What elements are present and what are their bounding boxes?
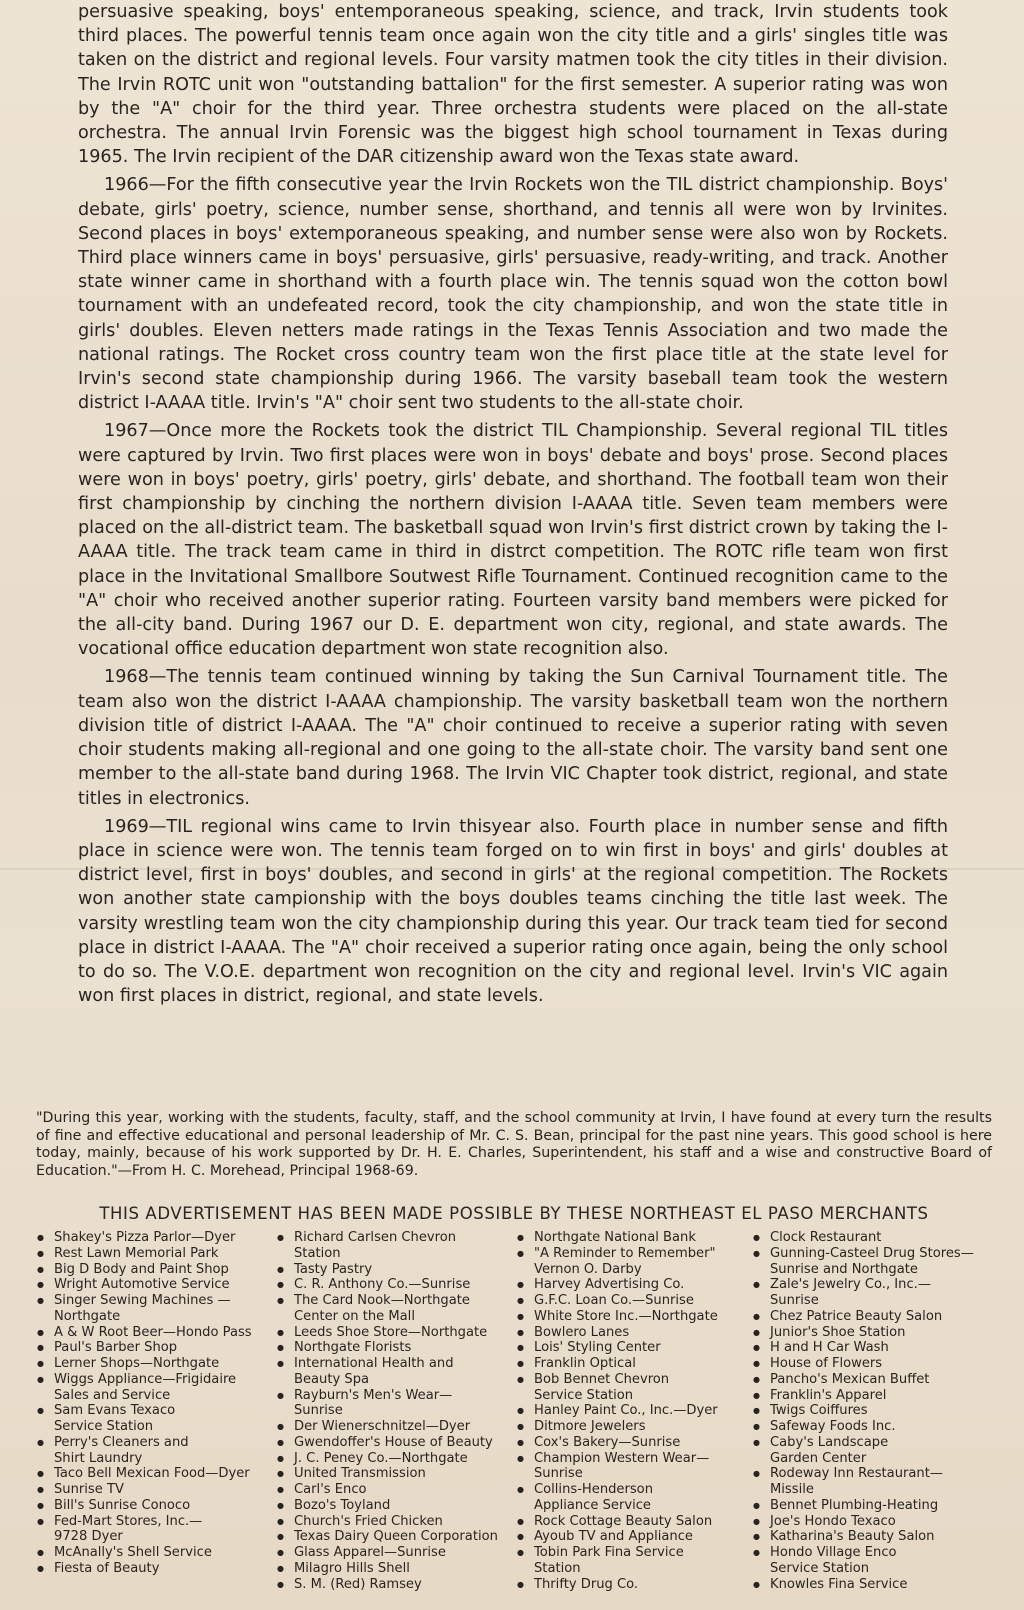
merchant-line: Sunrise [294, 1403, 343, 1419]
merchant-line: ● Big D Body and Paint Shop [54, 1261, 229, 1277]
merchant-item [516, 1514, 754, 1530]
merchant-line: ● Franklin's Apparel [770, 1387, 887, 1403]
merchant-line: ● Rayburn's Men's Wear— [294, 1387, 453, 1403]
merchant-item [36, 1262, 274, 1278]
merchant-line: Appliance Service [534, 1497, 651, 1513]
paragraph-1968: 1968—The tennis team continued winning by taking the Sun Carnival Tournament title. The team also won the district I-AAAA championship. The varsity basketball team won the northern division title of district I-AAAA. The "A" choir continued to receive a superior rating with seven choir students making all-regional and one going to the all-state choir. The varsity band sent one member to the all-state band during 1968. The Irvin VIC Chapter took district, regional, and state titles in electronics. [78, 667, 948, 809]
merchant-line: ● Ditmore Jewelers [534, 1419, 646, 1434]
paragraph-1969: 1969—TIL regional wins came to Irvin thisyear also. Fourth place in number sense and fifth place in science were won. The tennis team forged on to win first in boys' and girls' doubles at district level, first in boys' doubles, and second in girls' at the regional competition. The Rockets won another state campionship with the boys doubles teams cinching the title last week. The varsity wrestling team won the city championship during this year. Our track team tied for second place in district I-AAAA. The "A" choir received a superior rating once again, being the only school to do so. The V.O.E. department won recognition on the city and regional level. Irvin's VIC again won first places in district, regional, and state levels. [78, 816, 948, 1007]
merchant-item [516, 1356, 754, 1372]
merchant-line: ● Champion Western Wear— [534, 1450, 710, 1466]
merchant-item [36, 1325, 274, 1341]
merchant-line: Northgate [54, 1308, 121, 1324]
merchant-line: ● Lerner Shops—Northgate [54, 1356, 220, 1371]
merchant-item [516, 1403, 754, 1419]
merchant-item [516, 1340, 754, 1356]
merchant-line: ● Bennet Plumbing-Heating [770, 1497, 939, 1513]
merchant-item [276, 1482, 514, 1498]
merchants-column-3 [516, 1230, 754, 1592]
merchant-line: Service Station [770, 1560, 870, 1576]
merchant-item [752, 1325, 990, 1341]
merchant-item [36, 1356, 274, 1372]
merchant-line: ● Gunning-Casteel Drug Stores— [770, 1245, 974, 1261]
merchant-item [516, 1309, 754, 1325]
merchant-item [516, 1435, 754, 1451]
merchant-line: ● G.F.C. Loan Co.—Sunrise [534, 1293, 694, 1308]
merchant-item [752, 1388, 990, 1404]
merchant-line: ● Katharina's Beauty Salon [770, 1529, 935, 1545]
merchant-item [752, 1435, 990, 1467]
merchant-line: ● S. M. (Red) Ramsey [294, 1576, 422, 1592]
merchant-item [36, 1435, 274, 1467]
merchant-item [276, 1466, 514, 1482]
merchants-heading: THIS ADVERTISEMENT HAS BEEN MADE POSSIBLE BY THESE NORTHEAST EL PASO MERCHANTS [99, 1204, 929, 1223]
merchant-item [752, 1230, 990, 1246]
merchant-item [36, 1246, 274, 1262]
merchant-item [752, 1356, 990, 1372]
merchant-line: Sunrise [770, 1293, 819, 1308]
merchant-line: ● McAnally's Shell Service [54, 1545, 212, 1560]
merchant-line: ● Der Wienerschnitzel—Dyer [294, 1419, 471, 1434]
merchant-item [276, 1262, 514, 1278]
merchant-line: ● Clock Restaurant [770, 1230, 882, 1245]
merchant-item [276, 1561, 514, 1577]
merchant-item [36, 1482, 274, 1498]
merchant-item [516, 1230, 754, 1246]
merchant-line: Sunrise [534, 1466, 583, 1482]
merchant-line: ● Knowles Fina Service [770, 1576, 908, 1592]
paragraph-1966: 1966—For the fifth consecutive year the Irvin Rockets won the TIL district championship. Boys' debate, girls' poetry, science, number sense, shorthand, and tennis all were won by Irvinites. Second places in boys' extemporaneous speaking, and number sense were also won by Rockets. Third place winners came in boys' persuasive, girls' persuasive, ready-writing, and track. Another state winner came in shorthand with a fourth place win. The tennis squad won the cotton bowl tournament with an undefeated record, took the city championship, and won the state title in girls' doubles. Eleven netters made ratings in the Texas Tennis Association and two made the national ratings. The Rocket cross country team won the first place title at the state level for Irvin's second state championship during 1966. The varsity baseball team took the western district I-AAAA title. Irvin's "A" choir sent two students to the all-state choir. [78, 175, 948, 414]
merchant-item [36, 1466, 274, 1482]
merchant-line: ● Texas Dairy Queen Corporation [294, 1529, 498, 1545]
merchant-line: ● Richard Carlsen Chevron [294, 1230, 457, 1245]
merchant-line: ● Bowlero Lanes [534, 1324, 630, 1340]
merchant-item [36, 1372, 274, 1404]
merchant-item [516, 1277, 754, 1293]
merchant-line: ● Safeway Foods Inc. [770, 1419, 896, 1434]
merchant-line: ● The Card Nook—Northgate [294, 1293, 470, 1308]
merchant-item [752, 1577, 990, 1593]
merchants-column-2 [276, 1230, 514, 1592]
merchant-line: ● Perry's Cleaners and [54, 1434, 189, 1450]
merchant-item [752, 1340, 990, 1356]
merchant-line: ● Gwendoffer's House of Beauty [294, 1434, 493, 1450]
merchant-item [752, 1545, 990, 1577]
merchant-line: ● Rodeway Inn Restaurant— [770, 1466, 943, 1482]
merchant-item [276, 1435, 514, 1451]
merchant-line: Shirt Laundry [54, 1450, 143, 1466]
merchant-item [276, 1356, 514, 1388]
merchant-item [516, 1529, 754, 1545]
merchant-item [516, 1419, 754, 1435]
merchants-column-1 [36, 1230, 274, 1577]
merchant-line: ● Ayoub TV and Appliance [534, 1529, 693, 1545]
merchant-line: ● C. R. Anthony Co.—Sunrise [294, 1277, 471, 1293]
merchant-item [276, 1545, 514, 1561]
merchant-line: Beauty Spa [294, 1371, 370, 1387]
merchant-line: ● Pancho's Mexican Buffet [770, 1371, 930, 1387]
merchant-line: Vernon O. Darby [534, 1261, 642, 1277]
merchant-line: Station [534, 1560, 581, 1576]
merchant-line: ● Rock Cottage Beauty Salon [534, 1513, 713, 1529]
merchant-item [276, 1419, 514, 1435]
merchant-line: Station [294, 1245, 341, 1261]
merchant-item [276, 1388, 514, 1420]
merchant-line: ● United Transmission [294, 1466, 426, 1482]
merchant-line: ● Tobin Park Fina Service [534, 1545, 684, 1560]
merchant-line: Garden Center [770, 1450, 867, 1466]
merchant-line: ● Church's Fried Chicken [294, 1513, 443, 1529]
merchant-line: ● Twigs Coiffures [770, 1403, 868, 1419]
merchant-line: Missile [770, 1482, 814, 1497]
merchant-item [752, 1372, 990, 1388]
merchant-item [752, 1246, 990, 1278]
merchant-item [516, 1545, 754, 1577]
merchant-line: ● Tasty Pastry [294, 1261, 373, 1277]
merchant-line: ● Wiggs Appliance—Frigidaire [54, 1371, 237, 1387]
merchant-line: ● Leeds Shoe Store—Northgate [294, 1324, 488, 1340]
merchant-line: ● Wright Automotive Service [54, 1277, 230, 1293]
merchant-line: ● Glass Apparel—Sunrise [294, 1545, 446, 1560]
merchant-item [36, 1561, 274, 1577]
merchant-line: ● Singer Sewing Machines — [54, 1293, 231, 1308]
merchant-item [36, 1277, 274, 1293]
merchant-item [516, 1372, 754, 1404]
paragraph-1965: persuasive speaking, boys' entemporaneous speaking, science, and track, Irvin students took third places. The powerful tennis team once again won the city title and a girls' singles title was taken on the district and regional levels. Four varsity matmen took the city titles in their division. The Irvin ROTC unit won "outstanding battalion" for the first semester. A superior rating was won by the "A" choir for the third year. Three orchestra students were placed on the all-state orchestra. The annual Irvin Forensic was the biggest high school tournament in Texas during 1965. The Irvin recipient of the DAR citizenship award won the Texas state award. [78, 2, 948, 168]
merchant-line: ● Bob Bennet Chevron [534, 1371, 670, 1387]
merchant-line: ● Milagro Hills Shell [294, 1560, 410, 1576]
merchant-item [752, 1514, 990, 1530]
merchant-line: ● Thrifty Drug Co. [534, 1576, 639, 1592]
merchant-item [516, 1246, 754, 1278]
merchant-item [36, 1545, 274, 1561]
merchant-line: ● Rest Lawn Memorial Park [54, 1245, 219, 1261]
merchant-line: ● Sunrise TV [54, 1482, 124, 1497]
merchant-line: Sales and Service [54, 1387, 171, 1403]
merchant-item [752, 1277, 990, 1309]
merchant-item [276, 1340, 514, 1356]
merchant-line: ● Junior's Shoe Station [770, 1324, 906, 1340]
merchants-list [36, 1230, 1006, 1606]
merchant-line: ● Harvey Advertising Co. [534, 1277, 685, 1293]
merchant-item [516, 1325, 754, 1341]
merchant-line: ● Franklin Optical [534, 1356, 636, 1371]
merchant-line: ● International Health and [294, 1356, 454, 1371]
merchant-line: ● Shakey's Pizza Parlor—Dyer [54, 1230, 236, 1245]
merchant-item [516, 1577, 754, 1593]
merchant-line: ● Cox's Bakery—Sunrise [534, 1434, 681, 1450]
merchant-item [36, 1514, 274, 1546]
merchant-item [36, 1403, 274, 1435]
merchant-line: ● Zale's Jewelry Co., Inc.— [770, 1277, 931, 1293]
merchant-item [36, 1340, 274, 1356]
merchant-line: Service Station [54, 1419, 154, 1434]
merchant-line: ● A & W Root Beer—Hondo Pass [54, 1324, 252, 1340]
merchant-line: Service Station [534, 1387, 634, 1403]
merchant-line: ● White Store Inc.—Northgate [534, 1308, 718, 1324]
merchant-item [276, 1498, 514, 1514]
principal-quote: "During this year, working with the students, faculty, staff, and the school community at Irvin, I have found at every turn the results of fine and effective educational and personal leadership of Mr. C. S. Bean, principal for the past nine years. This good school is here today, mainly, because of his work supported by Dr. H. E. Charles, Superintendent, his staff and a wise and constructive Board of Education."—From H. C. Morehead, Principal 1968-69. [36, 1110, 992, 1179]
merchant-line: ● Hondo Village Enco [770, 1545, 897, 1560]
merchant-item [516, 1451, 754, 1483]
merchant-item [752, 1498, 990, 1514]
merchant-item [516, 1293, 754, 1309]
merchant-line: ● Northgate Florists [294, 1340, 412, 1356]
merchant-line: ● Joe's Hondo Texaco [770, 1513, 896, 1529]
merchant-line: ● Fiesta of Beauty [54, 1560, 160, 1576]
merchant-item [276, 1325, 514, 1341]
merchant-line: Center on the Mall [294, 1308, 415, 1324]
merchant-line: ● H and H Car Wash [770, 1340, 889, 1356]
merchant-item [276, 1577, 514, 1593]
merchant-item [36, 1498, 274, 1514]
merchant-line: ● Chez Patrice Beauty Salon [770, 1308, 943, 1324]
merchant-item [752, 1419, 990, 1435]
merchant-line: Sunrise and Northgate [770, 1261, 918, 1277]
merchant-item [752, 1403, 990, 1419]
merchant-line: ● Paul's Barber Shop [54, 1340, 178, 1356]
merchant-line: 9728 Dyer [54, 1529, 123, 1545]
merchant-line: ● "A Reminder to Remember" [534, 1245, 716, 1261]
merchant-item [276, 1277, 514, 1293]
merchant-line: ● J. C. Peney Co.—Northgate [294, 1450, 468, 1466]
merchant-line: ● Northgate National Bank [534, 1230, 696, 1245]
merchant-item [752, 1466, 990, 1498]
merchants-column-4 [752, 1230, 990, 1592]
merchant-item [276, 1514, 514, 1530]
merchant-line: ● Bozo's Toyland [294, 1497, 391, 1513]
merchant-item [752, 1309, 990, 1325]
merchant-line: ● Caby's Landscape [770, 1434, 889, 1450]
merchant-item [36, 1230, 274, 1246]
paragraph-1967: 1967—Once more the Rockets took the district TIL Championship. Several regional TIL titles were captured by Irvin. Two first places were won in boys' debate and boys' prose. Second places were won in boys' poetry, girls' poetry, girls' debate, and shorthand. The football team won their first championship by cinching the northern division I-AAAA title. Seven team members were placed on the all-district team. The basketball squad won Irvin's first district crown by taking the I-AAAA title. The track team came in third in distrct competition. The ROTC rifle team won first place in the Invitational Smallbore Soutwest Rifle Tournament. Continued recognition came to the "A" choir who received another superior rating. Fourteen varsity band members were picked for the all-city band. During 1967 our D. E. department won city, regional, and state awards. The vocational office education department won state recognition also. [78, 421, 948, 660]
merchant-item [276, 1230, 514, 1262]
article-body [78, 0, 948, 1008]
merchant-line: ● Carl's Enco [294, 1482, 367, 1497]
merchant-line: ● Bill's Sunrise Conoco [54, 1497, 191, 1513]
merchant-item [276, 1451, 514, 1467]
merchant-item [276, 1529, 514, 1545]
merchant-line: ● Collins-Henderson [534, 1482, 653, 1497]
merchant-line: ● Fed-Mart Stores, Inc.— [54, 1513, 203, 1529]
merchant-item [276, 1293, 514, 1325]
merchant-line: ● Sam Evans Texaco [54, 1403, 176, 1419]
merchant-item [752, 1529, 990, 1545]
merchant-line: ● Lois' Styling Center [534, 1340, 661, 1356]
merchant-line: ● Taco Bell Mexican Food—Dyer [54, 1466, 250, 1482]
merchant-line: ● House of Flowers [770, 1356, 883, 1371]
merchant-item [516, 1482, 754, 1514]
merchant-line: ● Hanley Paint Co., Inc.—Dyer [534, 1403, 718, 1419]
merchant-item [36, 1293, 274, 1325]
